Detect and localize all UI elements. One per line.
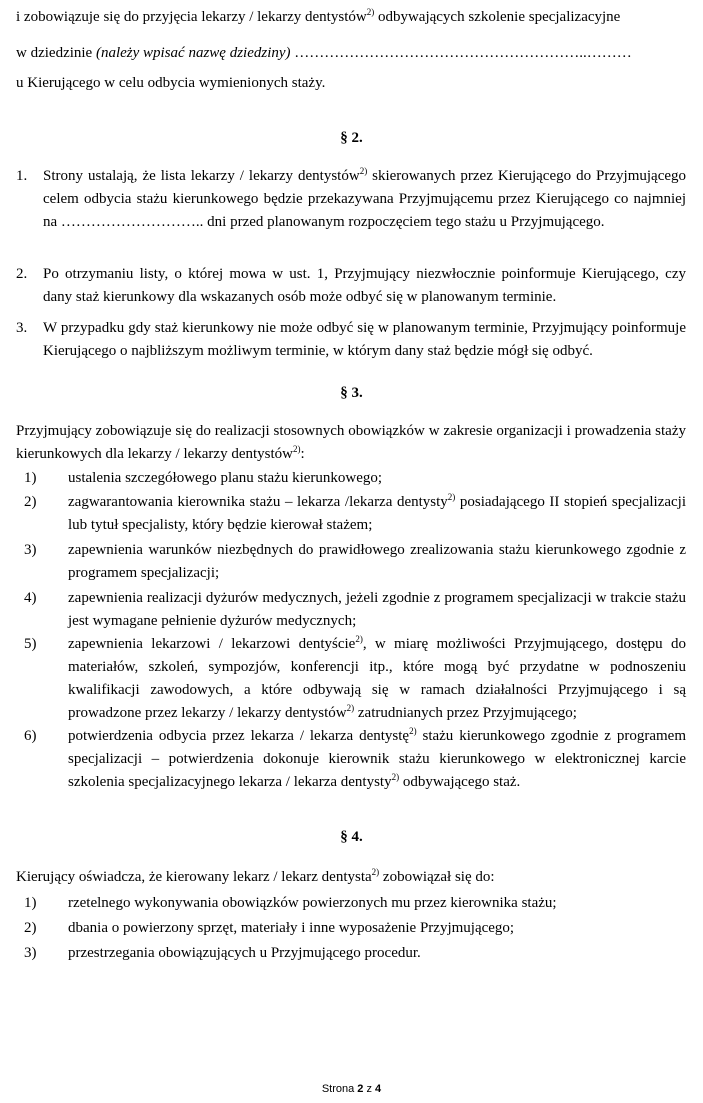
- item-text: W przypadku gdy staż kierunkowy nie może odbyć się w planowanym terminie, Przyjmujący poinformuje Kierującego o najbliższym możliwym terminie, w którym dany staż będzie mógł się odbyć.: [43, 320, 686, 359]
- item-text: przestrzegania obowiązujących u Przyjmującego procedur.: [68, 945, 421, 961]
- item-text-part: zatrudnianych przez Przyjmującego;: [354, 705, 577, 721]
- s3-item-3: [16, 539, 686, 585]
- s4-item-1: [16, 892, 686, 915]
- fill-in-blank: …………………………………………………..………: [290, 45, 632, 61]
- total-pages-number: 4: [375, 1083, 382, 1095]
- intro-text: w dziedzinie: [16, 45, 96, 61]
- footnote-ref: 2): [346, 703, 355, 713]
- footnote-ref: 2): [293, 444, 301, 454]
- item-number: 2): [24, 494, 37, 510]
- footer-label: z: [363, 1083, 376, 1095]
- item-number: 2.: [16, 266, 28, 282]
- intro-text: :: [300, 446, 305, 462]
- item-text-part: stażu kierunkowego zgodnie z programem specjalizacji – potwierdzenia dokonuje kierownik stażu kierunkowego w elektronicznej karcie szkolenia specjalizacyjnego lekarza / lekarza dentysty: [68, 728, 687, 790]
- item-text-part: zagwarantowania kierownika stażu – lekarza /lekarza dentysty: [68, 494, 448, 510]
- intro-line-2: [16, 42, 632, 65]
- item-text: [68, 633, 686, 725]
- s4-intro: [16, 866, 686, 889]
- intro-text: zobowiązał się do:: [379, 869, 495, 885]
- item-text: [68, 725, 686, 794]
- item-text: dbania o powierzony sprzęt, materiały i inne wyposażenie Przyjmującego;: [68, 920, 515, 936]
- item-number: 2): [24, 920, 37, 936]
- footnote-ref: 2): [371, 867, 380, 877]
- intro-text: Kierujący oświadcza, że kierowany lekarz / lekarz dentysta: [16, 869, 372, 885]
- item-text-part: Strony ustalają, że lista lekarzy / lekarzy dentystów: [43, 168, 360, 184]
- item-text: [68, 491, 686, 537]
- s4-item-3: [16, 942, 686, 965]
- s3-item-6: [16, 725, 686, 794]
- footnote-ref: 2): [447, 492, 456, 502]
- s3-intro: [16, 420, 686, 466]
- section-heading-2: § 2.: [340, 130, 363, 146]
- s2-item-1: [16, 165, 686, 234]
- item-text-part: zapewnienia lekarzowi / lekarzowi dentyście: [68, 636, 356, 652]
- s2-item-3: [16, 317, 686, 363]
- item-text: zapewnienia realizacji dyżurów medycznych, jeżeli zgodnie z programem specjalizacji w trakcie stażu jest wymagane pełnienie dyżurów medycznych;: [68, 590, 686, 629]
- item-text: [43, 165, 686, 234]
- intro-text: i zobowiązuje się do przyjęcia lekarzy / lekarzy dentystów: [16, 9, 367, 25]
- item-number: 5): [24, 636, 37, 652]
- footnote-ref: 2): [366, 7, 375, 17]
- item-text: zapewnienia warunków niezbędnych do prawidłowego zrealizowania stażu kierunkowego zgodnie z programem specjalizacji;: [68, 542, 686, 581]
- intro-text: Przyjmujący zobowiązuje się do realizacji stosownych obowiązków w zakresie organizacji i prowadzenia staży kierunkowych dla lekarzy / lekarzy dentystów: [16, 423, 686, 462]
- section-heading-3: § 3.: [340, 385, 363, 401]
- page-footer: [0, 1082, 703, 1096]
- s3-item-4: [16, 587, 686, 633]
- s3-item-5: [16, 633, 686, 725]
- item-text-part: skierowanych przez Kierującego do Przyjmującego celem odbycia stażu kierunkowego będzie przekazywana Przyjmującemu przez Kierującego co najmniej na ……………………….. dni przed planowanym rozpoczęciem tego stażu u Przyjmującego.: [43, 168, 687, 230]
- footer-label: Strona: [321, 1083, 358, 1095]
- intro-line-3: u Kierującego w celu odbycia wymienionych staży.: [16, 75, 326, 91]
- intro-line-1: [16, 6, 620, 29]
- current-page-number: 2: [357, 1083, 364, 1095]
- item-number: 1): [24, 895, 37, 911]
- s4-item-2: [16, 917, 686, 940]
- s2-item-2: [16, 263, 686, 309]
- item-number: 1): [24, 470, 37, 486]
- item-number: 1.: [16, 168, 28, 184]
- item-number: 4): [24, 590, 37, 606]
- item-text-part: potwierdzenia odbycia przez lekarza / lekarza dentystę: [68, 728, 410, 744]
- footnote-ref: 2): [409, 726, 417, 736]
- item-text-part: , w miarę możliwości Przyjmującego, dostępu do materiałów, szkoleń, sympozjów, konferencji itp., które mogą być przydatne w podnoszeniu kwalifikacji zawodowych, a które odbywają się w ramach działalności Przyjmującego i są prowadzone przez lekarzy / lekarzy dentystów: [68, 636, 686, 721]
- s3-item-2: [16, 491, 686, 537]
- item-number: 3): [24, 945, 37, 961]
- item-text-part: posiadającego II stopień specjalizacji lub tytuł specjalisty, który będzie kierował stażem;: [68, 494, 687, 533]
- section-heading-4: § 4.: [340, 829, 363, 845]
- footnote-ref: 2): [391, 772, 400, 782]
- s3-item-1: [16, 467, 686, 490]
- item-text: Po otrzymaniu listy, o której mowa w ust. 1, Przyjmujący niezwłocznie poinformuje Kierującego, czy dany staż kierunkowy dla wskazanych osób może odbyć się w planowanym terminie.: [43, 266, 686, 305]
- footnote-ref: 2): [359, 166, 368, 176]
- footnote-ref: 2): [355, 634, 363, 644]
- item-text: rzetelnego wykonywania obowiązków powierzonych mu przez kierownika stażu;: [68, 895, 557, 911]
- item-text: ustalenia szczegółowego planu stażu kierunkowego;: [68, 470, 383, 486]
- field-hint: (należy wpisać nazwę dziedziny): [95, 45, 291, 61]
- item-text-part: odbywającego staż.: [399, 774, 521, 790]
- item-number: 3): [24, 542, 37, 558]
- intro-text: odbywających szkolenie specjalizacyjne: [374, 9, 621, 25]
- item-number: 6): [24, 728, 37, 744]
- item-number: 3.: [16, 320, 28, 336]
